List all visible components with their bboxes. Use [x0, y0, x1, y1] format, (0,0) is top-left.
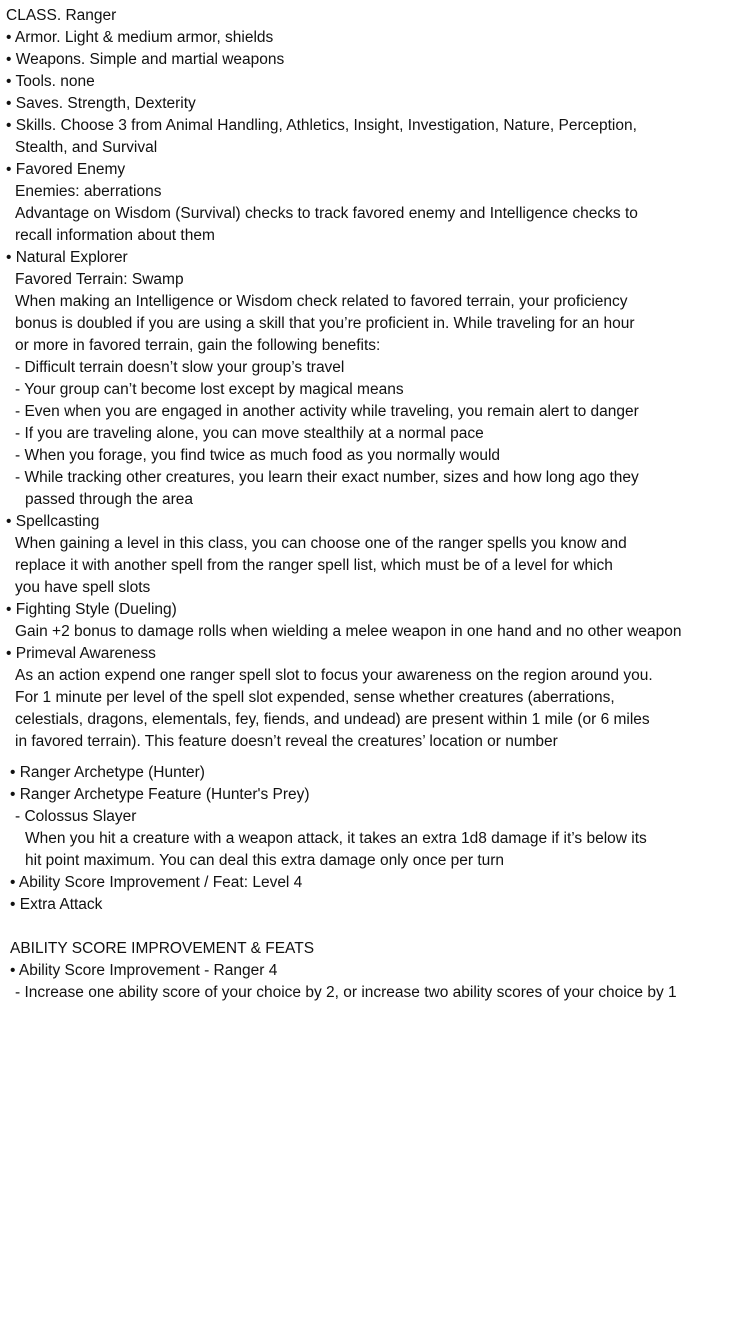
- text-line: - If you are traveling alone, you can move stealthily at a normal pace: [15, 425, 484, 442]
- text-line: • Tools. none: [6, 73, 95, 90]
- text-line: - Difficult terrain doesn’t slow your group’s travel: [15, 359, 345, 376]
- text-line: recall information about them: [15, 227, 215, 244]
- text-line: - When you forage, you find twice as much food as you normally would: [15, 447, 501, 464]
- text-line: • Fighting Style (Dueling): [6, 601, 177, 618]
- text-line: Stealth, and Survival: [15, 139, 158, 156]
- text-line: hit point maximum. You can deal this extra damage only once per turn: [25, 852, 505, 869]
- text-line: - Your group can’t become lost except by magical means: [15, 381, 404, 398]
- text-line: • Spellcasting: [6, 513, 100, 530]
- text-line: or more in favored terrain, gain the following benefits:: [15, 337, 381, 354]
- text-line: • Natural Explorer: [6, 249, 128, 266]
- text-line: you have spell slots: [15, 579, 151, 596]
- text-line: • Ranger Archetype Feature (Hunter's Prey): [10, 786, 310, 803]
- text-line: • Ability Score Improvement / Feat: Level 4: [10, 874, 303, 891]
- text-line: • Favored Enemy: [6, 161, 126, 178]
- text-line: celestials, dragons, elementals, fey, fiends, and undead) are present within 1 mile (or 6 miles: [15, 711, 650, 728]
- text-line: When gaining a level in this class, you can choose one of the ranger spells you know and: [15, 535, 627, 552]
- text-line: Favored Terrain: Swamp: [15, 271, 184, 288]
- text-line: For 1 minute per level of the spell slot expended, sense whether creatures (aberrations,: [15, 689, 615, 706]
- text-line: • Skills. Choose 3 from Animal Handling, Athletics, Insight, Investigation, Nature, Perception,: [6, 117, 637, 134]
- text-line: • Ranger Archetype (Hunter): [10, 764, 205, 781]
- text-line: When making an Intelligence or Wisdom check related to favored terrain, your proficiency: [15, 293, 628, 310]
- text-line: - Increase one ability score of your choice by 2, or increase two ability scores of your choice by 1: [15, 984, 677, 1001]
- text-line: • Armor. Light & medium armor, shields: [6, 29, 274, 46]
- text-line: bonus is doubled if you are using a skill that you’re proficient in. While traveling for an hour: [15, 315, 635, 332]
- text-line: CLASS. Ranger: [6, 7, 117, 24]
- text-line: - Even when you are engaged in another activity while traveling, you remain alert to danger: [15, 403, 639, 420]
- text-line: When you hit a creature with a weapon attack, it takes an extra 1d8 damage if it’s below its: [25, 830, 647, 847]
- text-line: Enemies: aberrations: [15, 183, 162, 200]
- text-line: Advantage on Wisdom (Survival) checks to track favored enemy and Intelligence checks to: [15, 205, 638, 222]
- text-line: - While tracking other creatures, you learn their exact number, sizes and how long ago they: [15, 469, 639, 486]
- text-line: • Weapons. Simple and martial weapons: [6, 51, 285, 68]
- text-line: ABILITY SCORE IMPROVEMENT & FEATS: [10, 940, 315, 957]
- text-line: As an action expend one ranger spell slot to focus your awareness on the region around you.: [15, 667, 653, 684]
- text-line: Gain +2 bonus to damage rolls when wielding a melee weapon in one hand and no other weapon: [15, 623, 682, 640]
- text-line: replace it with another spell from the ranger spell list, which must be of a level for which: [15, 557, 613, 574]
- text-line: in favored terrain). This feature doesn’t reveal the creatures’ location or number: [15, 733, 558, 750]
- text-line: - Colossus Slayer: [15, 808, 137, 825]
- text-line: • Saves. Strength, Dexterity: [6, 95, 196, 112]
- text-line: • Extra Attack: [10, 896, 103, 913]
- text-line: passed through the area: [25, 491, 194, 508]
- text-line: • Ability Score Improvement - Ranger 4: [10, 962, 278, 979]
- text-line: • Primeval Awareness: [6, 645, 156, 662]
